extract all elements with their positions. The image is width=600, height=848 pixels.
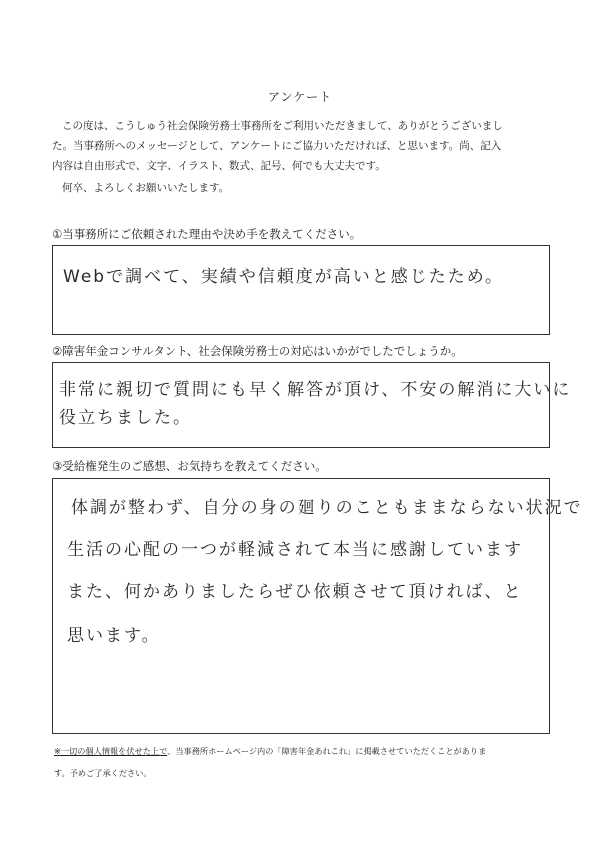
page-title: アンケート <box>267 90 333 104</box>
intro-line-3: 内容は自由形式で、文字、イラスト、数式、記号、何でも大丈夫です。 <box>52 160 386 172</box>
footnote-rest: 、当事務所ホームページ内の「障害年金あれこれ」に掲載させていただくことがありま <box>167 746 487 756</box>
question-1-label: ①当事務所にご依頼された理由や決め手を教えてください。 <box>52 227 362 241</box>
answer-2-line-1: 非常に親切で質問にも早く解答が頂け、不安の解消に大いに <box>59 380 572 400</box>
answer-2-line-2: 役立ちました。 <box>59 408 192 428</box>
answer-3-line-2: 生活の心配の一つが軽減されて本当に感謝しています <box>67 540 523 560</box>
footnote-underlined: ※一切の個人情報を伏せた上で <box>54 746 168 756</box>
footnote-line-2: す。予めご了承ください。 <box>54 768 152 778</box>
intro-line-1: この度は、こうしゅう社会保険労務士事務所をご利用いただきまして、ありがとうございまし <box>62 120 503 132</box>
answer-1-line-1: Webで調べて、実績や信頼度が高いと感じたため。 <box>63 267 505 287</box>
answer-box-1 <box>52 245 550 335</box>
footnote <box>54 740 554 784</box>
answer-3-line-3: また、何かありましたらぜひ依頼させて頂ければ、と <box>67 582 523 602</box>
intro-line-2: た。当事務所へのメッセージとして、アンケートにご協力いただければ、と思います。尚、記入 <box>52 140 502 152</box>
answer-box-2 <box>52 362 572 448</box>
answer-3-line-4: 思います。 <box>67 626 161 646</box>
intro-line-4: 何卒、よろしくお願いいたします。 <box>62 182 230 194</box>
question-2-label: ②障害年金コンサルタント、社会保険労務士の対応はいかがでしたでしょうか。 <box>52 344 463 358</box>
question-3-label: ③受給権発生のご感想、お気持ちを教えてください。 <box>52 459 327 473</box>
answer-box-3 <box>52 478 583 734</box>
answer-3-line-1: 体調が整わず、自分の身の廻りのこともままならない状況で <box>71 498 583 518</box>
